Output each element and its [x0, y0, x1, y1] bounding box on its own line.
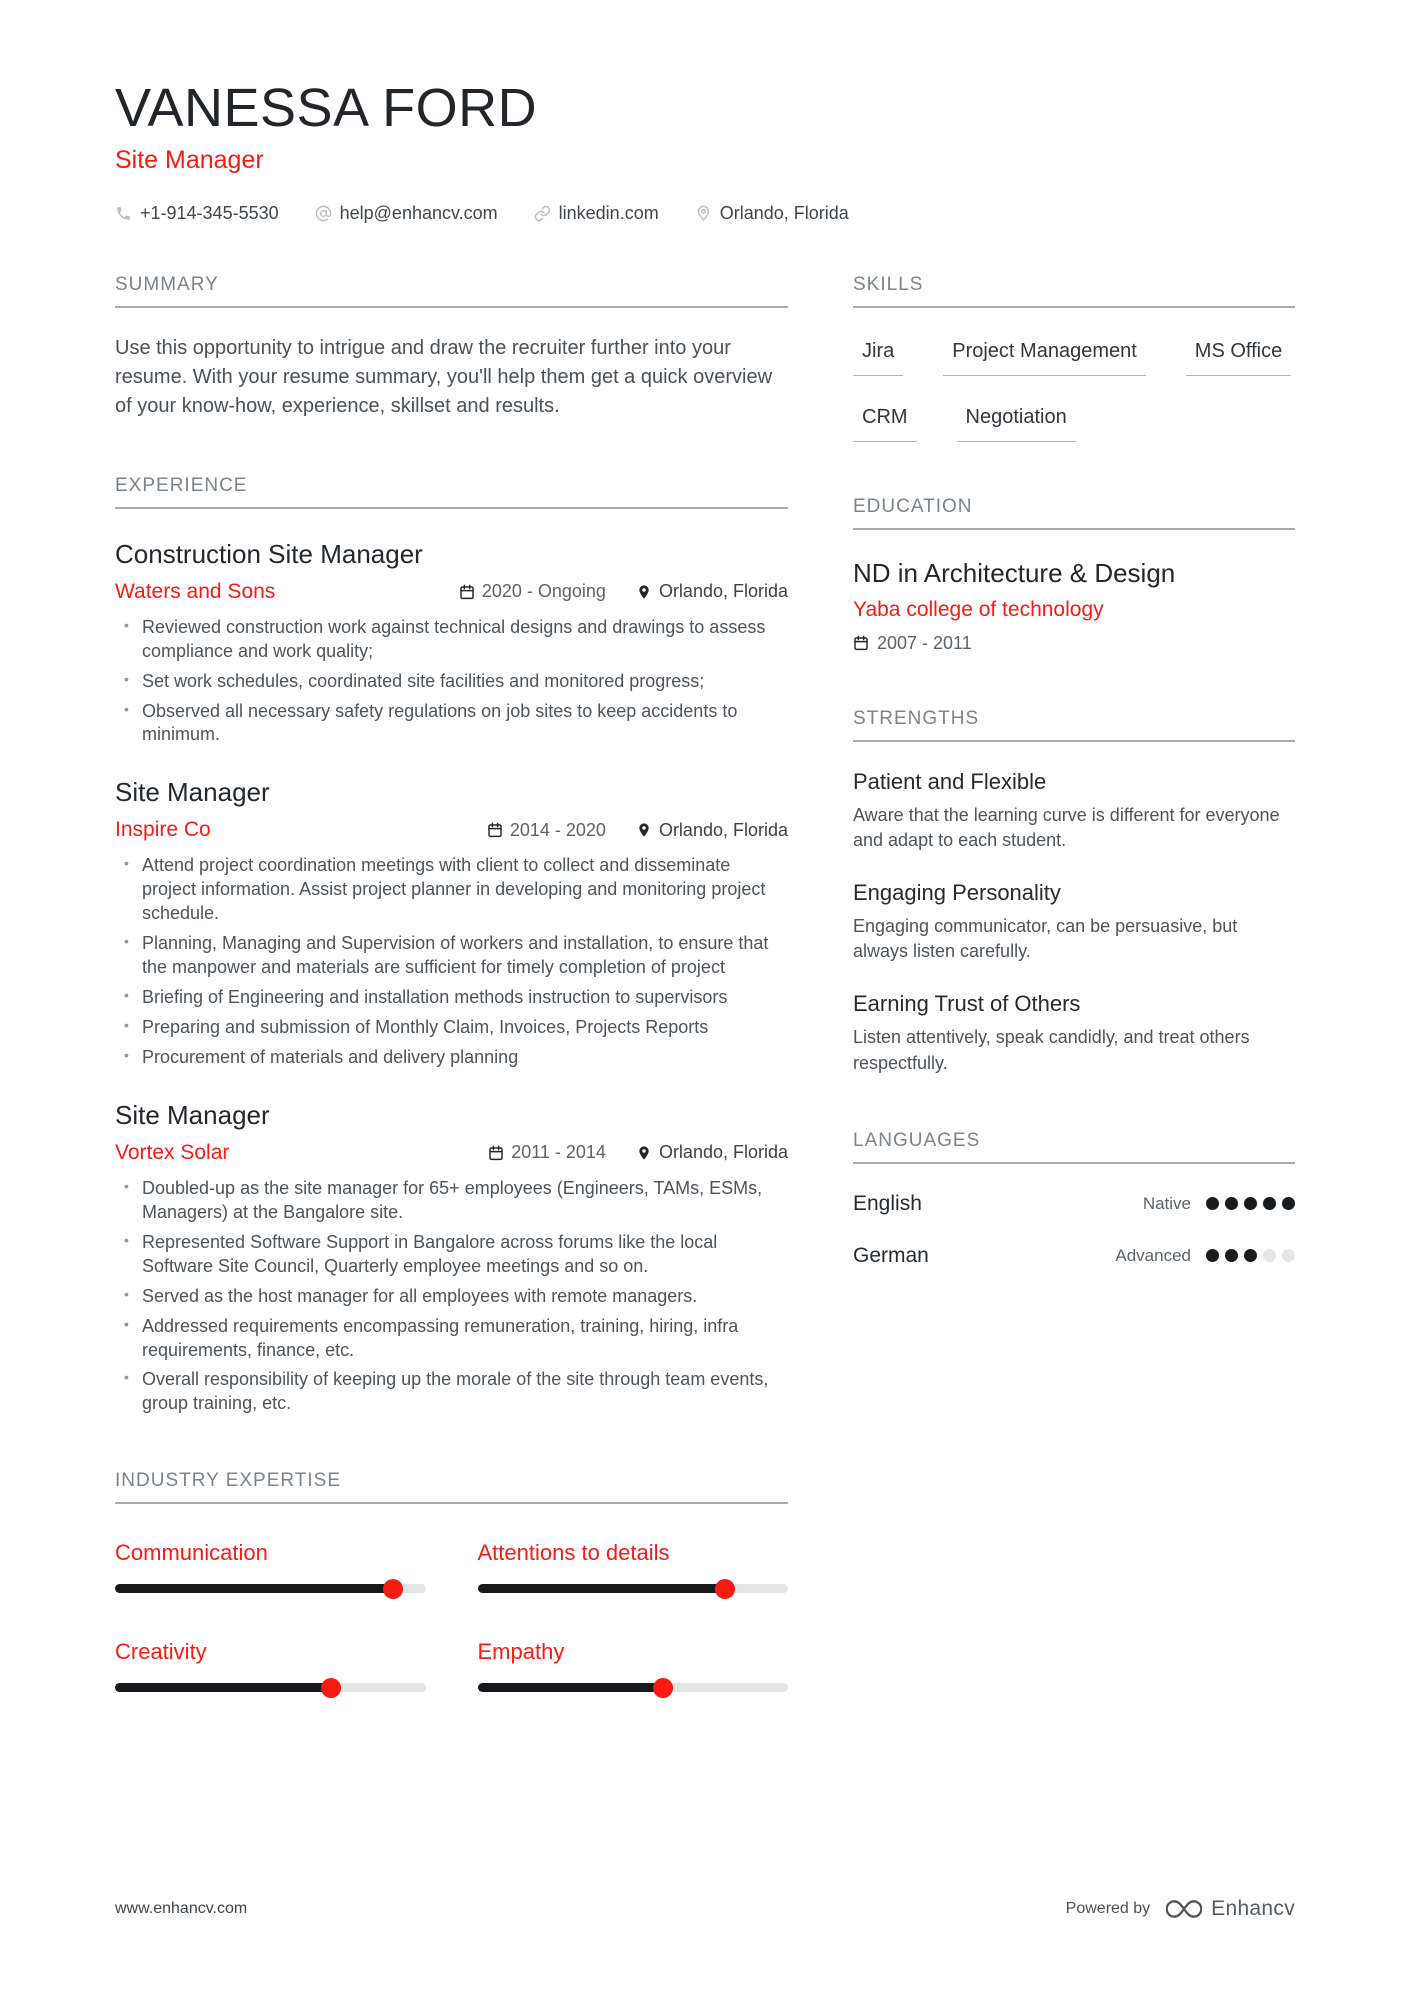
strength-description: Aware that the learning curve is different for everyone and adapt to each student.	[853, 804, 1280, 850]
expertise-label: Creativity	[115, 1639, 207, 1665]
proficiency-dots	[1206, 1249, 1295, 1262]
job-bullet-list	[115, 616, 788, 748]
education-heading: EDUCATION	[853, 496, 1295, 530]
calendar-icon	[488, 1145, 504, 1161]
candidate-job-title: Site Manager	[115, 145, 264, 174]
candidate-name: VANESSA FORD	[115, 78, 538, 138]
contact-text: help@enhancv.com	[339, 202, 498, 223]
job-bullet: • Doubled-up as the site manager for 65+ employees (Engineers, TAMs, ESMs, Managers) at the Bangalore site.	[115, 1177, 788, 1225]
strength-item	[853, 991, 1295, 1075]
left-column	[115, 274, 788, 1747]
job-bullet: • Represented Software Support in Bangalore across forums like the local Software Site Council, Quarterly employee meetings and so on.	[115, 1231, 788, 1279]
location-icon	[636, 822, 652, 838]
powered-by-label: Powered by	[1065, 1900, 1151, 1917]
proficiency-dot	[1282, 1249, 1295, 1262]
expertise-slider[interactable]	[478, 1584, 789, 1593]
skill-item: Negotiation	[957, 406, 1076, 442]
job-bullet: • Preparing and submission of Monthly Claim, Invoices, Projects Reports	[115, 1016, 788, 1040]
skill-item: MS Office	[1186, 340, 1291, 376]
job-bullet: • Served as the host manager for all employees with remote managers.	[115, 1285, 788, 1309]
right-column	[853, 274, 1295, 1747]
education-dates	[853, 633, 1295, 654]
calendar-icon	[487, 822, 503, 838]
education-dates-text: 2007 - 2011	[877, 632, 972, 653]
expertise-slider-fill	[115, 1683, 332, 1692]
expertise-slider[interactable]	[478, 1683, 789, 1692]
proficiency-dot	[1244, 1197, 1257, 1210]
skills-section	[853, 274, 1295, 442]
job-location	[636, 1142, 788, 1163]
location-icon	[695, 205, 712, 222]
skill-item: CRM	[853, 406, 917, 442]
job-meta-row	[115, 818, 788, 842]
job-dates	[459, 581, 606, 602]
job-title: Construction Site Manager	[115, 538, 423, 569]
expertise-item	[115, 1540, 426, 1593]
proficiency-dot	[1263, 1249, 1276, 1262]
slider-handle[interactable]	[653, 1678, 673, 1698]
enhancv-brand-name: Enhancv	[1211, 1897, 1295, 1920]
degree-title: ND in Architecture & Design	[853, 557, 1176, 588]
job-bullet: • Planning, Managing and Supervision of workers and installation, to ensure that the manpower and materials are sufficient for timely completion of project	[115, 932, 788, 980]
summary-section	[115, 274, 788, 421]
job-bullet: • Briefing of Engineering and installation methods instruction to supervisors	[115, 986, 788, 1010]
expertise-grid	[115, 1540, 788, 1692]
job-bullet-list	[115, 1177, 788, 1416]
job-dates-text: 2014 - 2020	[509, 819, 606, 840]
experience-entry	[115, 539, 788, 748]
email-icon	[315, 205, 332, 222]
expertise-slider-fill	[478, 1584, 726, 1593]
contact-text: linkedin.com	[558, 202, 659, 223]
link-icon	[534, 205, 551, 222]
expertise-label: Communication	[115, 1540, 268, 1566]
job-bullet: • Reviewed construction work against technical designs and drawings to assess compliance and work quality;	[115, 616, 788, 664]
expertise-item	[115, 1639, 426, 1692]
expertise-item	[478, 1639, 789, 1692]
phone-icon	[115, 205, 132, 222]
strength-title: Patient and Flexible	[853, 768, 1047, 794]
language-name: German	[853, 1243, 929, 1267]
strength-title: Engaging Personality	[853, 880, 1061, 906]
job-bullet: • Attend project coordination meetings with client to collect and disseminate project information. Assist project planner in developing and monitoring project schedule.	[115, 854, 788, 926]
calendar-icon	[459, 584, 475, 600]
expertise-slider-fill	[115, 1584, 394, 1593]
industry-expertise-section	[115, 1470, 788, 1692]
job-bullet: • Set work schedules, coordinated site facilities and monitored progress;	[115, 670, 788, 694]
strength-item	[853, 769, 1295, 853]
proficiency-dot	[1244, 1249, 1257, 1262]
contact-text: +1-914-345-5530	[140, 202, 279, 223]
proficiency-dot	[1225, 1197, 1238, 1210]
strength-title: Earning Trust of Others	[853, 991, 1081, 1017]
company-name: Waters and Sons	[115, 579, 276, 603]
job-location-text: Orlando, Florida	[658, 581, 788, 602]
job-bullet: • Procurement of materials and delivery planning	[115, 1046, 788, 1070]
company-name: Inspire Co	[115, 818, 211, 842]
strength-description: Engaging communicator, can be persuasive, but always listen carefully.	[853, 916, 1238, 962]
strength-description: Listen attentively, speak candidly, and treat others respectfully.	[853, 1027, 1250, 1073]
contact-item[interactable]	[695, 203, 849, 224]
expertise-slider[interactable]	[115, 1584, 426, 1593]
skills-heading: SKILLS	[853, 274, 1295, 308]
content-columns	[115, 274, 1295, 1747]
job-dates-text: 2020 - Ongoing	[481, 581, 606, 602]
proficiency-dot	[1263, 1197, 1276, 1210]
job-location-text: Orlando, Florida	[658, 1142, 788, 1163]
slider-handle[interactable]	[383, 1579, 403, 1599]
job-dates	[488, 1142, 606, 1163]
job-bullet: • Observed all necessary safety regulations on job sites to keep accidents to minimum.	[115, 700, 788, 748]
language-level: Advanced	[1115, 1245, 1191, 1265]
job-title: Site Manager	[115, 1099, 270, 1130]
proficiency-dot	[1206, 1197, 1219, 1210]
company-name: Vortex Solar	[115, 1140, 230, 1164]
strengths-heading: STRENGTHS	[853, 708, 1295, 742]
proficiency-dot	[1282, 1197, 1295, 1210]
resume-header	[115, 80, 1295, 224]
languages-heading: LANGUAGES	[853, 1130, 1295, 1164]
job-location	[636, 820, 788, 841]
expertise-slider-fill	[478, 1683, 664, 1692]
page-footer	[115, 1897, 1295, 1921]
calendar-icon	[853, 635, 869, 651]
language-level: Native	[1142, 1193, 1191, 1213]
slider-handle[interactable]	[715, 1579, 735, 1599]
contact-row	[115, 203, 1295, 224]
industry-expertise-heading: INDUSTRY EXPERTISE	[115, 1470, 788, 1504]
experience-section	[115, 475, 788, 1417]
job-bullet: • Addressed requirements encompassing remuneration, training, hiring, infra requirements, finance, etc.	[115, 1315, 788, 1363]
job-dates-text: 2011 - 2014	[511, 1142, 606, 1163]
experience-entry	[115, 777, 788, 1070]
skill-item: Jira	[853, 340, 903, 376]
job-bullet-list	[115, 854, 788, 1070]
education-section	[853, 496, 1295, 654]
languages-section	[853, 1130, 1295, 1268]
enhancv-brand	[1166, 1897, 1295, 1921]
strengths-section	[853, 708, 1295, 1076]
strength-item	[853, 880, 1295, 964]
job-dates	[487, 820, 606, 841]
slider-handle[interactable]	[321, 1678, 341, 1698]
summary-heading: SUMMARY	[115, 274, 788, 308]
enhancv-site-link[interactable]: www.enhancv.com	[115, 1900, 248, 1917]
proficiency-dot	[1225, 1249, 1238, 1262]
proficiency-dot	[1206, 1249, 1219, 1262]
job-bullet: • Overall responsibility of keeping up the morale of the site through team events, group training, etc.	[115, 1368, 788, 1416]
language-name: English	[853, 1191, 922, 1215]
location-icon	[636, 584, 652, 600]
experience-heading: EXPERIENCE	[115, 475, 788, 509]
contact-text: Orlando, Florida	[719, 202, 849, 223]
proficiency-dots	[1206, 1197, 1295, 1210]
contact-item[interactable]	[534, 203, 659, 224]
experience-entry	[115, 1100, 788, 1416]
expertise-item	[478, 1540, 789, 1593]
skills-list	[853, 340, 1295, 442]
expertise-label: Attentions to details	[477, 1540, 670, 1566]
contact-item[interactable]	[315, 203, 498, 224]
job-location	[636, 581, 788, 602]
job-meta-row	[115, 580, 788, 604]
powered-by-link[interactable]	[1066, 1897, 1295, 1921]
summary-text: Use this opportunity to intrigue and draw the recruiter further into your resume. With your resume summary, you'll help them get a quick overview of your know-how, experience, skillset and results.	[115, 336, 773, 417]
contact-item[interactable]	[115, 203, 279, 224]
location-icon	[636, 1145, 652, 1161]
job-meta-row	[115, 1141, 788, 1165]
language-row	[853, 1192, 1295, 1216]
skill-item: Project Management	[943, 340, 1146, 376]
job-location-text: Orlando, Florida	[658, 819, 788, 840]
expertise-label: Empathy	[477, 1639, 565, 1665]
school-name: Yaba college of technology	[853, 597, 1104, 621]
language-row	[853, 1244, 1295, 1268]
job-title: Site Manager	[115, 777, 270, 808]
enhancv-logo-icon	[1166, 1898, 1202, 1920]
expertise-slider[interactable]	[115, 1683, 426, 1692]
